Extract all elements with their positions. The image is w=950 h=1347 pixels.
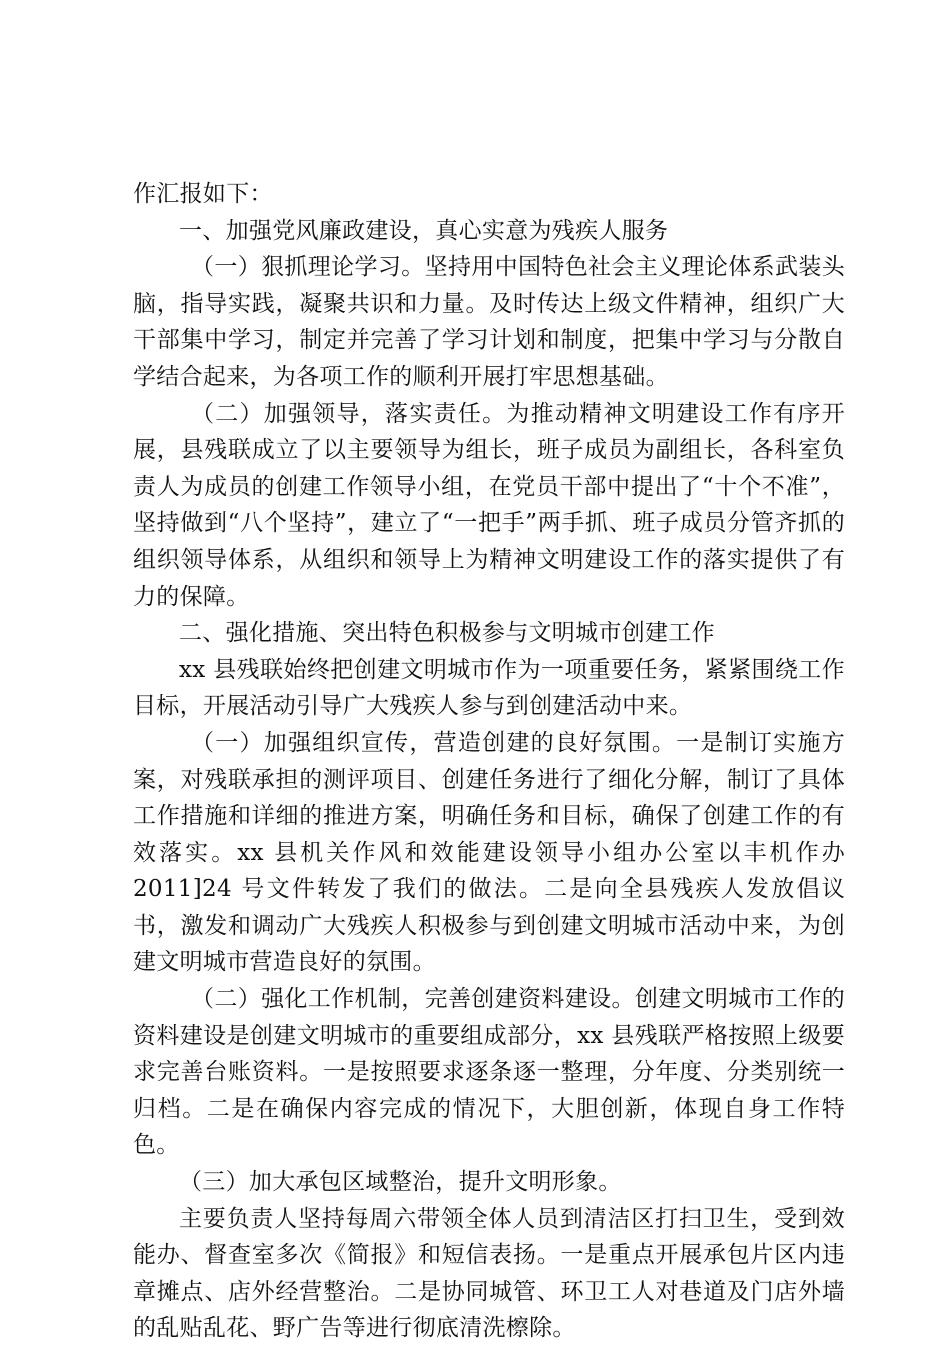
paragraph-publicity: （一）加强组织宣传，营造创建的良好氛围。一是制订实施方案，对残联承担的测评项目、创建任务进行了细化分解，制订了具体工作措施和详细的推进方案，明确任务和目标，确保了创建工作的有效落实。xx 县机关作风和效能建设领导小组办公室以丰机作办 2011]24 号文件转发了我们的做法。二是向全县残疾人发放倡议书，激发和调动广大残疾人积极参与到创建文明城市活动中来，为创建文明城市营造良好的氛围。 <box>133 729 845 976</box>
paragraph-intro: xx 县残联始终把创建文明城市作为一项重要任务，紧紧围绕工作目标，开展活动引导广大残疾人参与到创建活动中来。 <box>133 656 845 720</box>
paragraph-continuation: 作汇报如下： <box>133 181 273 207</box>
section-heading-1: 一、加强党风廉政建设，真心实意为残疾人服务 <box>179 217 669 244</box>
subheading-area-rectification: （三）加大承包区域整治，提升文明形象。 <box>179 1169 622 1196</box>
document-body <box>133 176 845 1347</box>
section-heading-2: 二、强化措施、突出特色积极参与文明城市创建工作 <box>179 620 715 647</box>
paragraph-cleanup: 主要负责人坚持每周六带领全体人员到清洁区打扫卫生，受到效能办、督查室多次《简报》和短信表扬。一是重点开展承包片区内违章摊点、店外经营整治。二是协同城管、环卫工人对巷道及门店外墙的乱贴乱花、野广告等进行彻底清洗檫除。 <box>133 1205 845 1342</box>
paragraph-mechanism: （二）强化工作机制，完善创建资料建设。创建文明城市工作的资料建设是创建文明城市的重要组成部分，xx 县残联严格按照上级要求完善台账资料。一是按照要求逐条逐一整理，分年度、分类别统一归档。二是在确保内容完成的情况下，大胆创新，体现自身工作特色。 <box>133 986 845 1159</box>
paragraph-theory-study: （一）狠抓理论学习。坚持用中国特色社会主义理论体系武装头脑，指导实践，凝聚共识和力量。及时传达上级文件精神，组织广大干部集中学习，制定并完善了学习计划和制度，把集中学习与分散自学结合起来，为各项工作的顺利开展打牢思想基础。 <box>133 254 845 390</box>
paragraph-leadership: （二）加强领导，落实责任。为推动精神文明建设工作有序开展，县残联成立了以主要领导为组长，班子成员为副组长，各科室负责人为成员的创建工作领导小组，在党员干部中提出了“十个不准”，坚持做到“八个坚持”，建立了“一把手”两手抓、班子成员分管齐抓的组织领导体系，从组织和领导上为精神文明建设工作的落实提供了有力的保障。 <box>133 400 845 610</box>
